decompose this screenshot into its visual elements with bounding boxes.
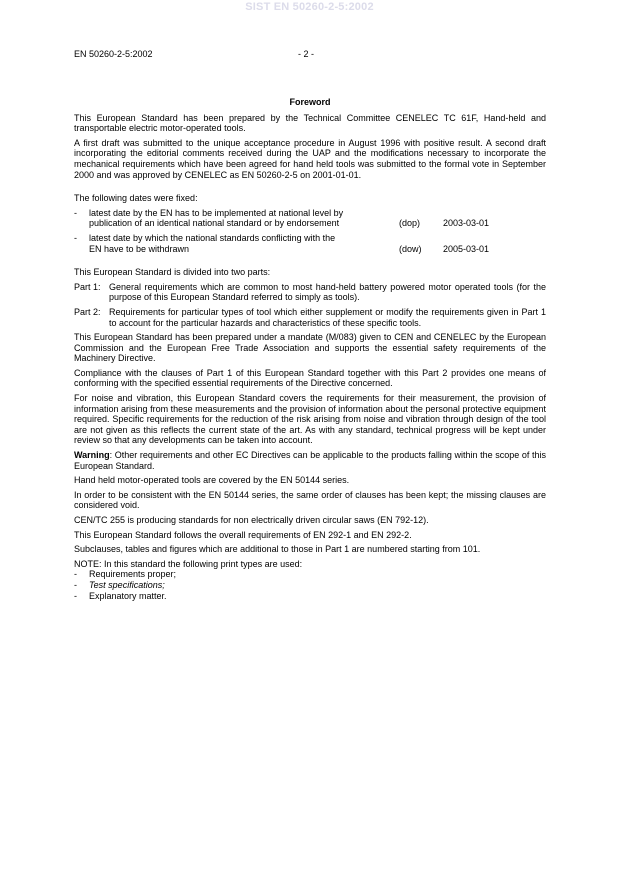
- closing-paragraph: Hand held motor-operated tools are covered by the EN 50144 series.: [74, 475, 350, 486]
- part-1-entry: [74, 282, 546, 303]
- date-entry-dop: [74, 208, 546, 229]
- closing-paragraph: In order to be consistent with the EN 50144 series, the same order of clauses has been kept; the missing clauses are considered void.: [74, 489, 546, 511]
- intro-paragraph: This European Standard has been prepared by the Technical Committee CENELEC TC 61F, Hand-held and transportable electric motor-operated tools.: [74, 112, 546, 134]
- closing-paragraph: CEN/TC 255 is producing standards for non electrically driven circular saws (EN 792-12).: [74, 515, 429, 525]
- warning-label: Warning: [74, 450, 110, 461]
- note-text: NOTE: In this standard the following print types are used:: [74, 558, 303, 569]
- part-label: Part 2:: [74, 306, 101, 317]
- section-title: Foreword: [289, 97, 331, 107]
- list-dash: -: [74, 569, 77, 580]
- part-2-entry: [74, 307, 546, 328]
- date-value: 2005-03-01: [443, 243, 490, 254]
- part-description: Requirements for particular types of tool which either supplement or modify the requirements given in Part 1 to account for the particular hazards and characteristics of these specific tools.: [109, 306, 546, 328]
- list-item-text: Explanatory matter.: [89, 590, 167, 601]
- list-dash: -: [74, 579, 77, 590]
- date-code: (dop): [399, 218, 421, 229]
- list-dash: -: [74, 590, 77, 601]
- list-item-text: Requirements proper;: [89, 569, 177, 580]
- warning-text: : Other requirements and other EC Directives can be applicable to the products falling within the scope of this European Standard.: [74, 450, 546, 471]
- dates-intro: The following dates were fixed:: [74, 193, 198, 204]
- list-item: [74, 591, 546, 602]
- closing-paragraph: Subclauses, tables and figures which are additional to those in Part 1 are numbered starting from 101.: [74, 544, 481, 555]
- page-number: - 2 -: [298, 49, 315, 59]
- date-description: latest date by the EN has to be implemented at national level by publication of an identical national standard or by endorsement: [89, 207, 344, 229]
- date-entry-dow: [74, 233, 546, 254]
- body-paragraph: Compliance with the clauses of Part 1 of this European Standard together with this Part 2 provides one means of conforming with the specified essential requirements of the Directive concerned.: [74, 367, 546, 389]
- list-item: [74, 569, 546, 580]
- list-dash: -: [74, 207, 77, 218]
- document-id: EN 50260-2-5:2002: [74, 49, 153, 59]
- part-label: Part 1:: [74, 281, 101, 292]
- body-paragraph: This European Standard has been prepared under a mandate (M/083) given to CEN and CENELEC by the European Commission and the European Free Trade Association and supports the essential safety requirements of the Machinery Directive.: [74, 332, 546, 364]
- date-value: 2003-03-01: [443, 218, 490, 229]
- list-dash: -: [74, 232, 77, 243]
- watermark: SIST EN 50260-2-5:2002: [245, 1, 374, 13]
- warning-paragraph: [74, 450, 546, 471]
- part-description: General requirements which are common to most hand-held battery powered motor operated tools (for the purpose of this European Standard referred to simply as tools).: [109, 281, 546, 303]
- page-content: [74, 97, 546, 601]
- intro-paragraph: A first draft was submitted to the unique acceptance procedure in August 1996 with positive result. A second draft incorporating the editorial comments received during the UAP and the modifications necessary to incorporate the mechanical requirements which have been agreed for hand held tools was submitted to the formal vote in September 2000 and was approved by CENELEC as EN 50260-2-5 on 2001-01-01.: [74, 137, 546, 180]
- parts-intro: This European Standard is divided into two parts:: [74, 267, 271, 278]
- body-paragraph: For noise and vibration, this European Standard covers the requirements for their measurement, the provision of information arising from these measurements and the provision of information about the personal protective equipment required. Specific requirements for the reduction of the risk arising from noise and vibration through design of the tool are not given as this reflects the current state of the art. As with any standard, technical progress will be kept under review so that any developments can be taken into account.: [74, 393, 546, 446]
- date-code: (dow): [399, 243, 422, 254]
- closing-paragraph: This European Standard follows the overall requirements of EN 292-1 and EN 292-2.: [74, 529, 412, 540]
- list-item: [74, 580, 546, 591]
- print-types-list: [74, 569, 546, 601]
- list-item-text: Test specifications;: [89, 579, 165, 590]
- date-description: latest date by which the national standards conflicting with the EN have to be withdrawn: [89, 232, 336, 254]
- note-block: [74, 559, 546, 601]
